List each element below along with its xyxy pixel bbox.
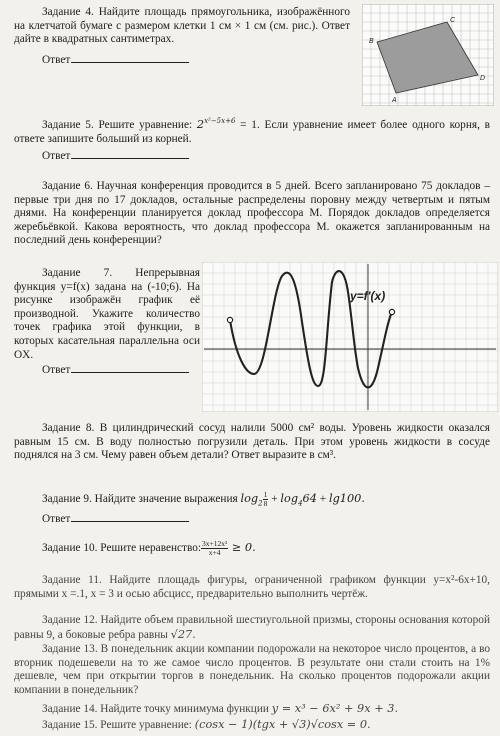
answer-label: Ответ xyxy=(42,54,71,66)
task-4-text: Задание 4. Найдите площадь прямоугольника, изображённого на клетчатой бумаге с размером клетки 1 см × 1 см (см. рис.). Ответ дайте в квадратных сантиметрах. xyxy=(14,6,350,46)
task-4-answer[interactable] xyxy=(42,52,189,66)
task-11-text: Задание 11. Найдите площадь фигуры, ограниченной графиком функции y=x²-6x+10, прямыми x =.1, x = 3 и осью абсцисс, предварительно выполнить чертёж. xyxy=(14,574,490,600)
task-9-answer[interactable]: Ответ xyxy=(42,511,189,525)
task-7-derivative-graph xyxy=(202,262,498,412)
vertex-label-c: C xyxy=(450,17,456,24)
task-5-answer[interactable]: Ответ xyxy=(42,148,189,162)
task-13-text: Задание 13. В понедельник акции компании подорожали на некоторое число процентов, а во вторник подешевели на то же самое число процентов. В результате они стали стоить на 1% дешевле, чем при открытии торгов в понедельник. На сколько процентов подорожали акции компании в понедельник? xyxy=(14,643,490,696)
task-9-text: Задание 9. Найдите значение выражения $\log_2$ $\frac{1}{8}$ + $\log_464 + \lg 100$. xyxy=(42,490,365,508)
graph-label: y=f'(x) xyxy=(350,289,386,303)
task-4-grid-figure xyxy=(362,4,494,106)
task-10-text: Задание 10. Решите неравенство: $\frac{\text{3x+12x²}}{x+4}$ ≥ 0. xyxy=(42,539,256,557)
task-7-text: Задание 7. Непрерывная функция y=f(x) задана на (-10;6). На рисунке изображён график её производной. Укажите количество точек графика этой функции, в которых касательная параллельна оси OX. xyxy=(14,267,200,361)
task-6-text: Задание 6. Научная конференция проводится в 5 дней. Всего запланировано 75 докладов – первые три дня по 17 докладов, остальные распределены поровну между четвертым и пятым днями. На конференции планируется доклад профессора М. Порядок докладов определяется жеребьёвкой. Какова вероятность, что доклад профессора М. окажется запланированным на последний день конференции? xyxy=(14,180,490,247)
vertex-label-d: D xyxy=(480,75,486,82)
task-15-text: Задание 15. Решите уравнение: (cosx − 1)(tgx + √3)√cosx = 0. xyxy=(42,718,371,731)
answer-line xyxy=(71,52,189,63)
task-14-text: Задание 14. Найдите точку минимума функции y = x³ − 6x² + 9x + 3. xyxy=(42,702,399,715)
task-5-text: Задание 5. Решите уравнение: $2^{x^2-5x+6} = 1$. Если уравнение имеет более одного корня, в ответе запишите больший из корней. xyxy=(14,117,490,145)
task-12-text: Задание 12. Найдите объем правильной шестиугольной призмы, стороны основания которой равны 9, а боковые ребра равны √27. xyxy=(14,614,490,641)
task-8-text: Задание 8. В цилиндрический сосуд налили 5000 см² воды. Уровень жидкости оказался равным 15 см. В воду полностью погрузили деталь. При этом уровень жидкости в сосуде поднялся на 3 см. Чему равен объем детали? Ответ выразите в см³. xyxy=(14,422,490,462)
vertex-label-b: B xyxy=(369,38,374,45)
task-7-answer[interactable]: Ответ xyxy=(42,362,189,376)
vertex-label-a: A xyxy=(392,97,397,104)
